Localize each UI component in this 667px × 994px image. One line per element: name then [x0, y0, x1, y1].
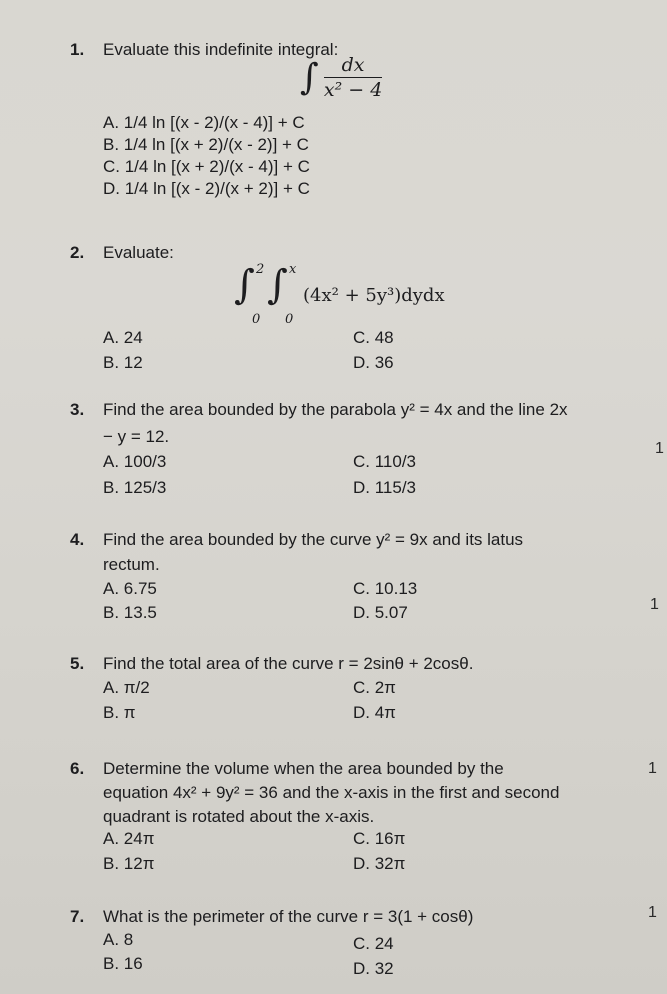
outer-lower-limit: 0 [252, 312, 261, 327]
question-stem: Evaluate this indefinite integral: [103, 40, 339, 59]
option-d: D. 4π [353, 703, 396, 722]
inner-lower-limit: 0 [285, 312, 294, 327]
option-c: C. 24 [353, 934, 394, 953]
margin-mark: 1 [648, 760, 657, 777]
question-number: 2. [70, 243, 85, 262]
integral-denominator: x² − 4 [323, 79, 383, 101]
outer-integral-sign: ∫ [234, 262, 255, 308]
integral-sign: ∫ [300, 57, 319, 98]
question-number: 1. [70, 40, 85, 59]
inner-upper-limit: x [289, 262, 297, 277]
question-stem: Evaluate: [103, 243, 174, 262]
option-c: C. 16π [353, 829, 406, 848]
option-d: D. 5.07 [353, 603, 408, 622]
integral-numerator: dx [324, 54, 382, 78]
option-b: B. 125/3 [103, 478, 167, 497]
question-number: 5. [70, 654, 85, 673]
option-a: A. 6.75 [103, 579, 157, 598]
option-c: C. 110/3 [353, 452, 417, 471]
margin-mark: 1 [655, 440, 664, 457]
option-b: B. 13.5 [103, 603, 157, 622]
option-a: A. 8 [103, 930, 134, 949]
option-d: D. 36 [353, 353, 394, 372]
margin-mark: 1 [648, 904, 657, 921]
option-b: B. 1/4 ln [(x + 2)/(x - 2)] + C [103, 135, 309, 154]
question-stem-line2: − y = 12. [103, 427, 170, 446]
question-number: 7. [70, 907, 85, 926]
question-stem: Find the total area of the curve r = 2sinθ + 2cosθ. [103, 654, 474, 673]
indefinite-integral [300, 54, 382, 101]
option-c: C. 10.13 [353, 579, 418, 598]
option-d: D. 1/4 ln [(x - 2)/(x + 2)] + C [103, 179, 310, 198]
option-b: B. 16 [103, 954, 143, 973]
inner-integral-sign: ∫ [267, 262, 288, 308]
integrand: (4x² + 5y³)dydx [303, 285, 445, 306]
option-a: A. 1/4 ln [(x - 2)/(x - 4)] + C [103, 113, 305, 132]
question-stem-line3: quadrant is rotated about the x-axis. [103, 807, 375, 826]
question-stem-line2: equation 4x² + 9y² = 36 and the x-axis in the first and second [103, 783, 560, 802]
question-number: 4. [70, 530, 85, 549]
option-b: B. π [103, 703, 136, 722]
question-stem: What is the perimeter of the curve r = 3(1 + cosθ) [103, 907, 474, 926]
option-b: B. 12π [103, 854, 155, 873]
option-c: C. 48 [353, 328, 394, 347]
question-number: 3. [70, 400, 85, 419]
option-d: D. 32π [353, 854, 406, 873]
outer-upper-limit: 2 [256, 262, 265, 277]
question-stem-line2: rectum. [103, 555, 160, 574]
option-b: B. 12 [103, 353, 143, 372]
question-stem-line1: Find the area bounded by the curve y² = 9x and its latus [103, 530, 524, 549]
option-c: C. 2π [353, 678, 396, 697]
option-a: A. 24π [103, 829, 155, 848]
option-a: A. 24 [103, 328, 143, 347]
integral-fraction [324, 54, 382, 101]
option-d: D. 32 [353, 959, 394, 978]
option-d: D. 115/3 [353, 478, 417, 497]
question-stem-line1: Determine the volume when the area bounded by the [103, 759, 504, 778]
question-number: 6. [70, 759, 85, 778]
option-a: A. π/2 [103, 678, 150, 697]
question-stem-line1: Find the area bounded by the parabola y² = 4x and the line 2x [103, 400, 568, 419]
option-a: A. 100/3 [103, 452, 167, 471]
option-c: C. 1/4 ln [(x + 2)/(x - 4)] + C [103, 157, 310, 176]
margin-mark: 1 [650, 596, 659, 613]
